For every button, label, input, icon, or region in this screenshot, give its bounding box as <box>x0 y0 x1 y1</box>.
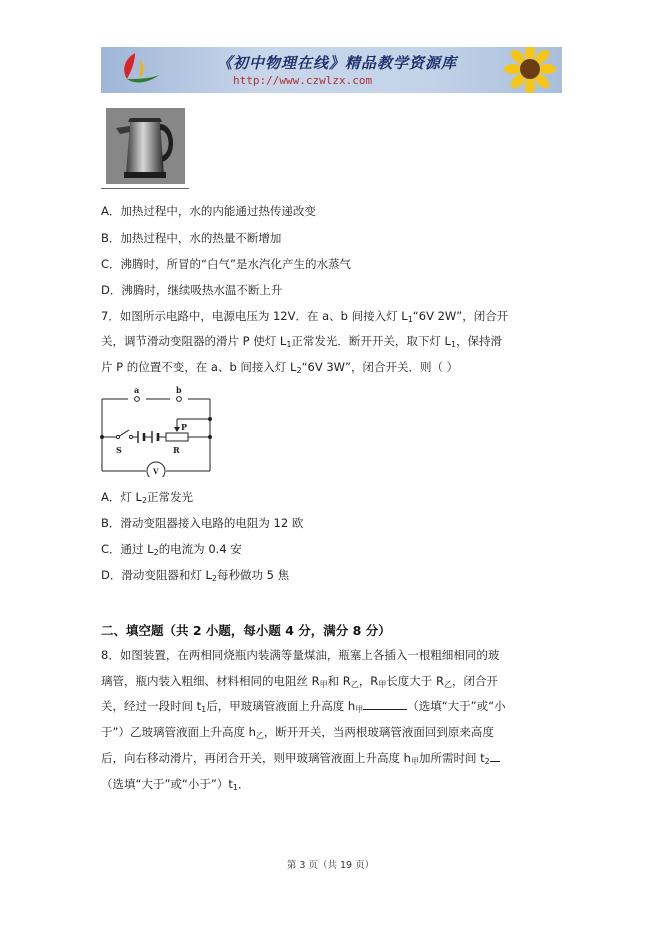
q6-option-b: B．加热过程中，水的热量不断增加 <box>101 231 282 245</box>
photo-rule <box>101 188 189 189</box>
banner-title: 《初中物理在线》精品教学资源库 <box>217 54 458 72</box>
kettle-photo <box>106 108 185 184</box>
header-banner <box>101 47 562 93</box>
q6-option-c: C．沸腾时，所冒的“白气”是水汽化产生的水蒸气 <box>101 257 351 271</box>
q7-line-3: 片 P 的位置不变，在 a、b 间接入灯 $L_2“6V$ 3W”，闭合开关．则（ ） <box>101 360 459 375</box>
q7-option-b: B．滑动变阻器接入电路的电阻为 12 欧 <box>101 516 304 530</box>
circuit-label-a: a <box>134 385 140 395</box>
q7-option-c: C．通过 $L_2$的电流为 0.4 安 <box>101 542 242 557</box>
page-footer: 第 3 页（共 19 页） <box>286 860 375 871</box>
circuit-label-v: V <box>153 467 159 476</box>
q8-line-4: 于”）乙玻璃管液面上升高度 $h_乙$，断开开关，当两根玻璃管液面回到原来高度 <box>101 725 494 740</box>
answer-blank-2[interactable] <box>490 761 500 762</box>
circuit-label-s: S <box>116 445 122 455</box>
q6-option-d: D．沸腾时，继续吸热水温不断上升 <box>101 283 283 297</box>
circuit-label-p: P <box>181 422 188 432</box>
q7-option-d: D．滑动变阻器和灯 $L_2$每秒做功 5 焦 <box>101 568 290 583</box>
q7-line-1: 7．如图所示电路中，电源电压为 12V．在 a、b 间接入灯 $L_1“6V$ 2W”，闭合开 <box>101 309 509 324</box>
site-logo-icon <box>105 49 165 91</box>
q8-line-5: 后，向右移动滑片，再闭合开关，则甲玻璃管液面上升高度 $h_甲$加所需时间 $t_2$ <box>101 751 500 769</box>
q8-line-1: 8．如图装置，在两相同烧瓶内装满等量煤油，瓶塞上各插入一根粗细相同的玻 <box>101 648 500 662</box>
circuit-diagram <box>98 385 218 477</box>
sunflower-icon <box>482 47 562 93</box>
q8-line-6: （选填“大于”或“小于$”)t_1$． <box>101 777 250 792</box>
banner-url: http://www.czwlzx.com <box>233 74 373 87</box>
answer-blank-1[interactable] <box>363 709 407 710</box>
circuit-label-r: R <box>173 445 180 455</box>
q7-option-a: A．灯 $L_2$正常发光 <box>101 490 194 505</box>
section-2-title: 二、填空题（共 2 小题，每小题 4 分，满分 8 分） <box>101 623 391 638</box>
circuit-label-b: b <box>176 385 182 395</box>
q8-line-2: 璃管，瓶内装入粗细、材料相同的电阻丝 $R_甲$和 $R_乙$，$R_甲$长度大于 $R_乙$，闭合开 <box>101 674 498 689</box>
q7-line-2: 关，调节滑动变阻器的滑片 P 使灯 $L_1$正常发光．断开开关，取下灯 $L_1$，保持滑 <box>101 334 503 349</box>
q8-line-3: 关，经过一段时间 $t_1$后，甲玻璃管液面上升高度 $h_甲$ （选填“大于”或“小 <box>101 699 506 714</box>
q6-option-a: A．加热过程中，水的内能通过热传递改变 <box>101 204 316 218</box>
